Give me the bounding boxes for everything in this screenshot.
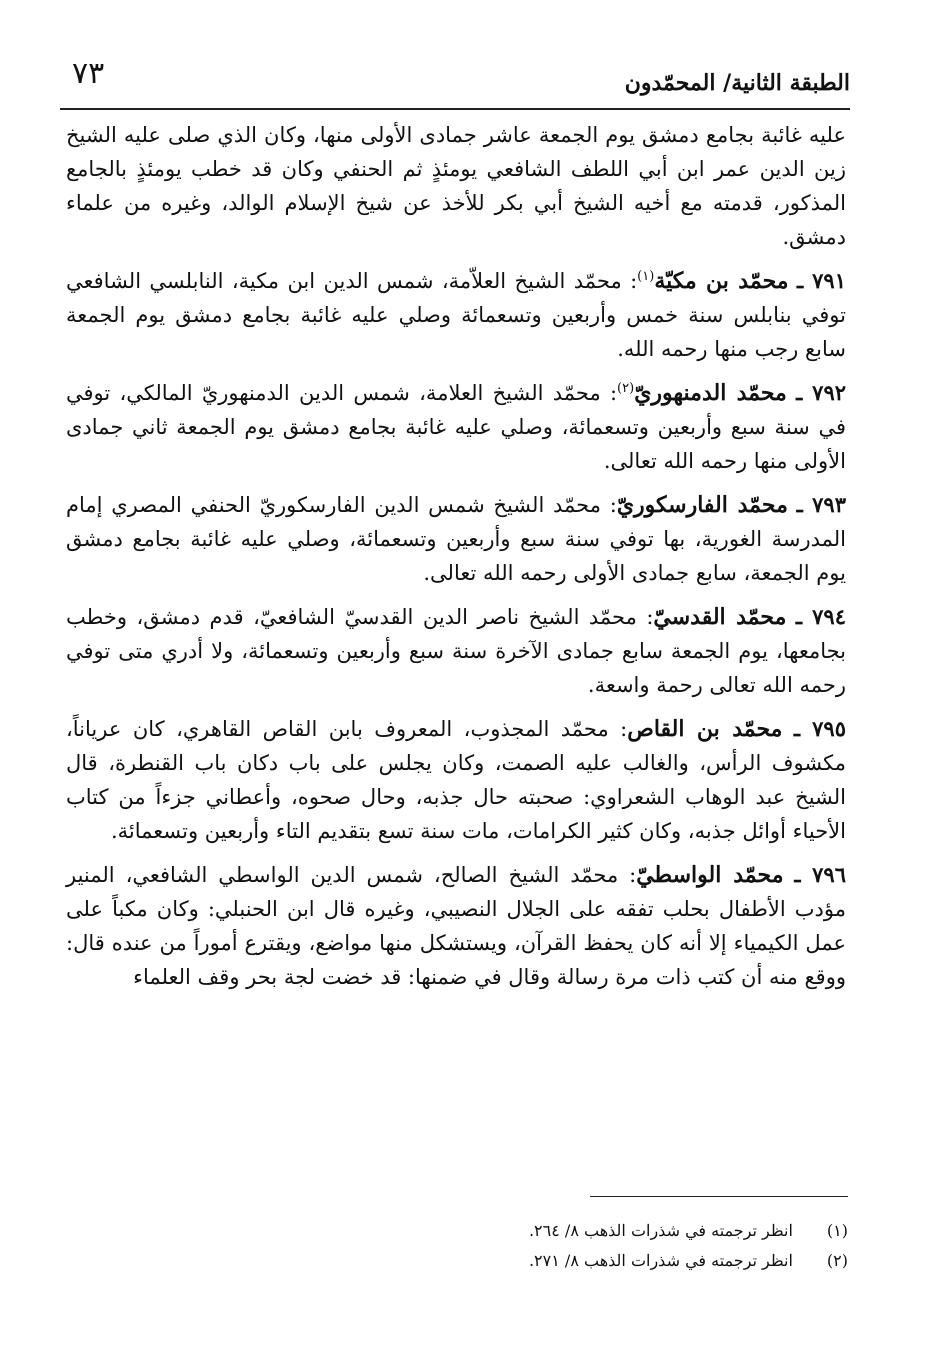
entry-number: ٧٩٤ ـ [795, 604, 846, 629]
entry-number: ٧٩١ ـ [796, 268, 846, 293]
footnote-text: انظر ترجمته في شذرات الذهب ٨/ ٢٧١. [528, 1251, 793, 1270]
entry-number: ٧٩٦ ـ [794, 862, 846, 887]
entry-name: محمّد الدمنهوريّ [634, 380, 787, 406]
entry-text: : محمّد الشيخ ناصر الدين القدسيّ الشافعيّ، قدم دمشق، وخطب بجامعها، يوم الجمعة سابع جمادى الآخرة سنة سبع وأربعين وتسعمائة، ولا أدري متى توفي رحمه الله تعالى رحمة واسعة. [66, 605, 846, 697]
entry-number: ٧٩٥ ـ [793, 716, 846, 741]
entry-text: : محمّد الشيخ العلاّمة، شمس الدين ابن مكية، النابلسي الشافعي توفي بنابلس سنة خمس وأربعين وتسعمائة وصلي عليه غائبة بجامع دمشق يوم الجمعة سابع رجب منها رحمه الله. [66, 269, 846, 361]
entry-text: : محمّد الشيخ شمس الدين الفارسكوريّ الحنفي المصري إمام المدرسة الغورية، بها توفي سنة سبع وأربعين وتسعمائة، وصلي عليه غائبة بجامع دمشق يوم الجمعة، سابع جمادى الأولى رحمه الله تعالى. [66, 493, 846, 585]
entry-number: ٧٩٣ ـ [796, 492, 846, 517]
footnotes [300, 1216, 848, 1276]
entry-text: : محمّد الشيخ العلامة، شمس الدين الدمنهوريّ المالكي، توفي في سنة سبع وأربعين وتسعمائة، وصلي عليه غائبة بجامع دمشق يوم الجمعة ثاني جمادى الأولى منها رحمه الله تعالى. [66, 381, 846, 473]
footnote-2 [300, 1246, 848, 1276]
footnote-rule [590, 1196, 848, 1197]
footnote-text: انظر ترجمته في شذرات الذهب ٨/ ٢٦٤. [528, 1221, 793, 1240]
entry-791 [66, 264, 846, 366]
entry-name: محمّد بن القاص [627, 716, 783, 742]
entry-796 [66, 858, 846, 994]
footnote-ref: (٢) [617, 381, 635, 396]
page-header [60, 56, 850, 108]
running-title: الطبقة الثانية/ المحمّدون [624, 70, 850, 96]
header-rule [60, 108, 850, 110]
footnote-ref: (١) [637, 269, 655, 284]
entry-name: محمّد الفارسكوريّ [616, 492, 788, 518]
entry-number: ٧٩٢ ـ [796, 380, 847, 405]
page-number: ٧٣ [72, 56, 105, 91]
footnote-1 [300, 1216, 848, 1246]
entry-793 [66, 488, 846, 590]
entry-text: : محمّد الشيخ الصالح، شمس الدين الواسطي الشافعي، المنير مؤدب الأطفال بحلب تفقه على الجلال النصيبي، وغيره قال ابن الحنبلي: وكان مكباً على عمل الكيمياء إلا أنه كان يحفظ القرآن، ويستشكل منها مواضع، ويقترع أموراً من عنده قال: ووقع منه أن كتب ذات مرة رسالة وقال في ضمنها: قد خضت لجة بحر وقف العلماء [66, 863, 846, 989]
entry-795 [66, 712, 846, 848]
entry-794 [66, 600, 846, 702]
entry-792 [66, 376, 846, 478]
intro-paragraph: عليه غائبة بجامع دمشق يوم الجمعة عاشر جمادى الأولى منها، وكان الذي صلى عليه الشيخ زين الدين عمر ابن أبي اللطف الشافعي يومئذٍ ثم الحنفي وكان قد خطب يومئذٍ بالجامع المذكور، قدمته مع أخيه الشيخ أبي بكر للأخذ عن شيخ الإسلام الوالد، وغيره من علماء دمشق. [66, 123, 847, 249]
entry-name: محمّد القدسيّ [653, 604, 787, 630]
entry-name: محمّد بن مكيّة [654, 268, 789, 294]
entry-name: محمّد الواسطيّ [636, 862, 784, 888]
footnote-number: (١) [826, 1221, 848, 1240]
main-text [66, 118, 846, 1004]
entry-text: : محمّد المجذوب، المعروف بابن القاص القاهري، كان عرياناً، مكشوف الرأس، والغالب عليه الصمت، وكان يجلس على باب دكان باب القنطرة، قال الشيخ عبد الوهاب الشعراوي: صحبته حال جذبه، وحال صحوه، وأعطاني جزءاً من كتاب الأحياء أوائل جذبه، وكان كثير الكرامات، مات سنة تسع بتقديم التاء وأربعين وتسعمائة. [66, 717, 846, 843]
footnote-number: (٢) [826, 1251, 848, 1270]
